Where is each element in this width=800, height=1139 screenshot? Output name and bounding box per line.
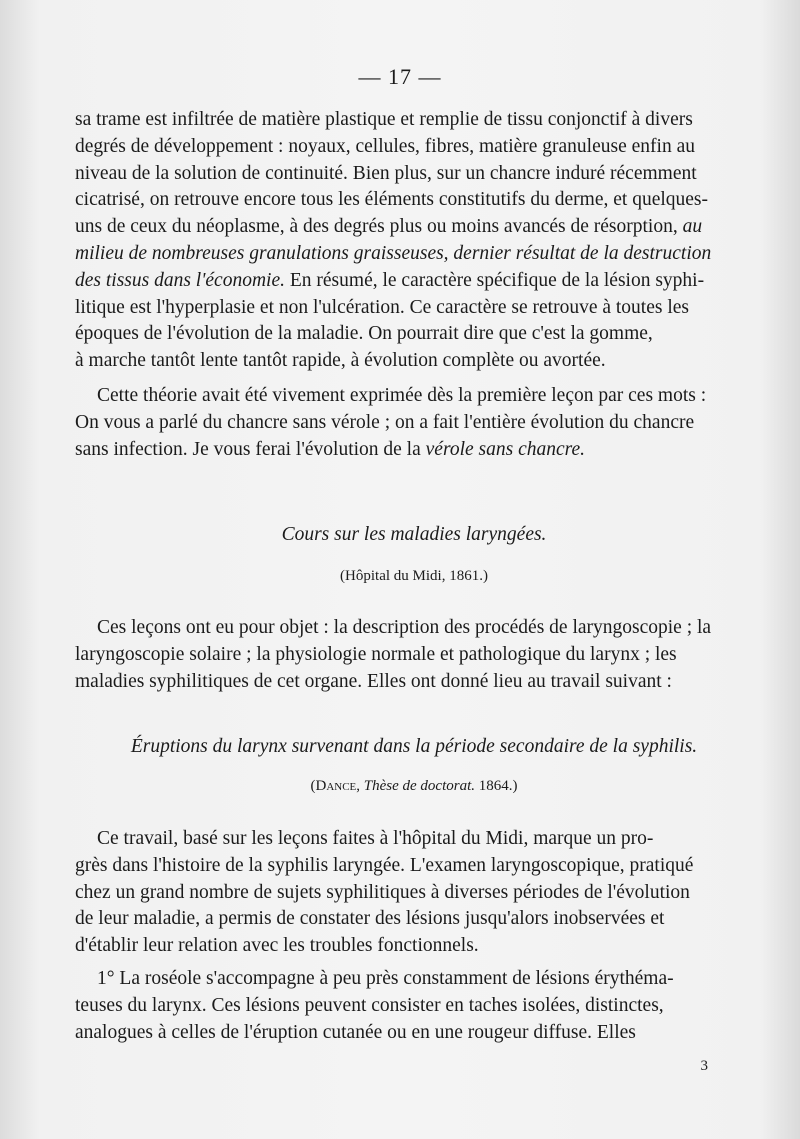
text-span: En résumé, le caractère spécifique de la lésion syphi- [289, 269, 705, 291]
page-number: — 17 — [358, 64, 442, 89]
paragraph-4 [75, 826, 753, 960]
section-heading-2: Éruptions du larynx survenant dans la période secondaire de la syphilis. [130, 736, 698, 757]
text-line [75, 214, 753, 241]
text-line: Ces leçons ont eu pour objet : la description des procédés de laryngoscopie ; la [97, 617, 712, 638]
italic-span: des tissus dans l'économie. [75, 269, 285, 291]
text-span: uns de ceux du néoplasme, à des degrés plus ou moins avancés de résorption, [75, 216, 678, 238]
work-title: Thèse de doctorat. [363, 778, 475, 794]
text-line: de leur maladie, a permis de constater des lésions jusqu'alors inobservées et [75, 908, 665, 930]
text-line: d'établir leur relation avec les troubles fonctionnels. [75, 935, 479, 957]
text-line: litique est l'hyperplasie et non l'ulcération. Ce caractère se retrouve à toutes les [75, 296, 689, 318]
italic-span: milieu de nombreuses granulations graisseuses, dernier résultat de la destruction [75, 242, 712, 264]
text-line: teuses du larynx. Ces lésions peuvent consister en taches isolées, distinctes, [75, 994, 664, 1016]
text-line: analogues à celles de l'éruption cutanée ou en une rougeur diffuse. Elles [75, 1021, 636, 1043]
text-line [75, 241, 753, 268]
text-span: ( [310, 778, 316, 794]
text-line: On vous a parlé du chancre sans vérole ; on a fait l'entière évolution du chancre [75, 411, 695, 433]
text-line: chez un grand nombre de sujets syphilitiques à diverses périodes de l'évolution [75, 881, 690, 903]
paragraph-2 [75, 383, 753, 463]
text-line: degrés de développement : noyaux, cellules, fibres, matière granuleuse enfin au [75, 135, 695, 157]
text-span: sans infection. Je vous ferai l'évolution de la [75, 438, 421, 460]
text-line: maladies syphilitiques de cet organe. Elles ont donné lieu au travail suivant : [75, 670, 672, 692]
paragraph-5 [75, 966, 753, 1046]
text-line: Cette théorie avait été vivement exprimée dès la première leçon par ces mots : [97, 385, 707, 406]
author-name: Dance [315, 778, 357, 794]
text-line: laryngoscopie solaire ; la physiologie normale et pathologique du larynx ; les [75, 643, 677, 665]
signature-mark: 3 [700, 1058, 708, 1074]
text-line [75, 268, 753, 295]
text-line: grès dans l'histoire de la syphilis laryngée. L'examen laryngoscopique, pratiqué [75, 854, 694, 876]
source-note-2: (Dance, Thèse de doctorat. 1864.) [310, 778, 518, 794]
text-line: Ce travail, basé sur les leçons faites à l'hôpital du Midi, marque un pro- [97, 828, 654, 849]
text-line: à marche tantôt lente tantôt rapide, à évolution complète ou avortée. [75, 350, 606, 372]
text-line: époques de l'évolution de la maladie. On pourrait dire que c'est la gomme, [75, 323, 653, 345]
text-line: niveau de la solution de continuité. Bien plus, sur un chancre induré récemment [75, 162, 697, 184]
italic-span: vérole sans chancre. [425, 438, 586, 460]
section-heading-1: Cours sur les maladies laryngées. [281, 524, 547, 545]
text-line: cicatrisé, on retrouve encore tous les éléments constitutifs du derme, et quelques- [75, 189, 708, 211]
text-line: sa trame est infiltrée de matière plastique et remplie de tissu conjonctif à divers [75, 109, 693, 130]
source-note-1: (Hôpital du Midi, 1861.) [340, 568, 488, 584]
italic-span: au [682, 216, 703, 238]
paragraph-3 [75, 615, 753, 695]
text-line [75, 437, 753, 464]
paragraph-1 [75, 107, 753, 375]
text-line: 1° La roséole s'accompagne à peu près constamment de lésions érythéma- [97, 968, 674, 989]
year: 1864.) [478, 778, 518, 794]
